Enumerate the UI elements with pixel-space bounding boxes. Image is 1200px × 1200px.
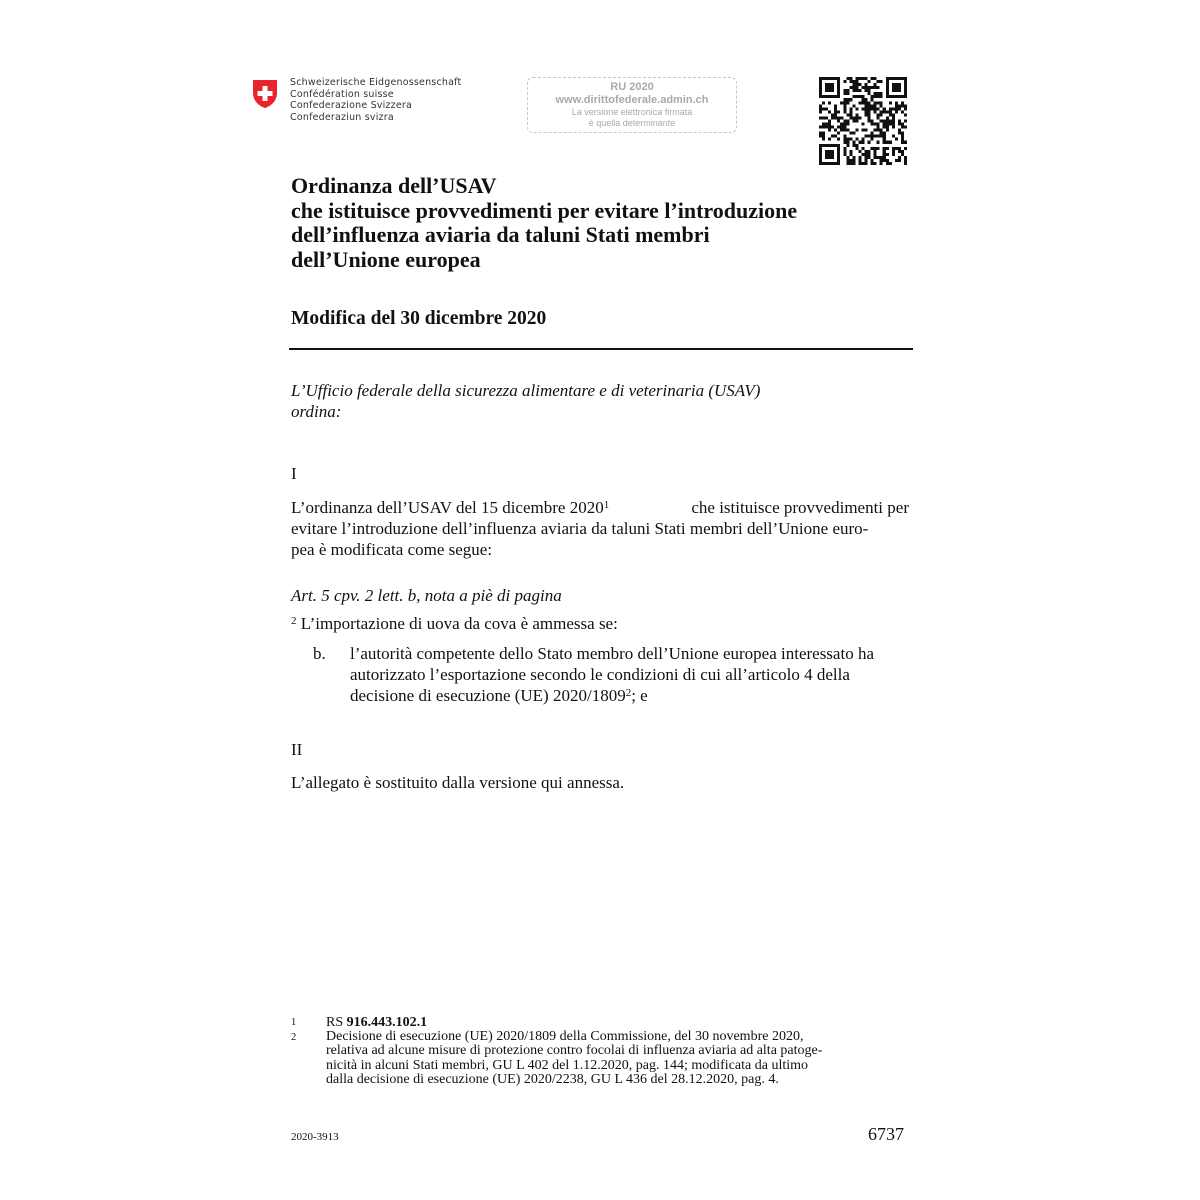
list-item bbox=[350, 643, 910, 706]
paragraph-line: pea è modificata come segue: bbox=[291, 540, 493, 559]
enacting-clause bbox=[291, 380, 760, 422]
qr-code-icon bbox=[819, 77, 907, 165]
document-code: 2020-3913 bbox=[291, 1131, 339, 1143]
footnote-ref[interactable]: 2 bbox=[625, 687, 632, 699]
document-title bbox=[291, 174, 797, 272]
section-paragraph: L’allegato è sostituito dalla versione qui annessa. bbox=[291, 773, 625, 792]
footnote-number: 2 bbox=[291, 1032, 297, 1043]
list-item-line: autorizzato l’esportazione secondo le condizioni di cui all’articolo 4 della bbox=[350, 665, 850, 684]
page-number: 6737 bbox=[868, 1124, 904, 1144]
text-run: che istituisce provvedimenti per bbox=[691, 498, 909, 517]
intro-line: L’Ufficio federale della sicurezza alimentare e di veterinaria (USAV) bbox=[291, 381, 761, 400]
list-item-label: b. bbox=[313, 644, 326, 663]
section-heading: II bbox=[291, 740, 303, 759]
title-line: dell’influenza aviaria da taluni Stati membri bbox=[291, 222, 710, 247]
federal-administration-logo-text bbox=[290, 77, 461, 123]
section-heading: I bbox=[291, 464, 297, 483]
footnote-line: Decisione di esecuzione (UE) 2020/1809 della Commissione, del 30 novembre 2020, bbox=[326, 1029, 804, 1044]
swiss-coat-of-arms-icon bbox=[252, 79, 278, 109]
divider bbox=[289, 348, 913, 350]
footnote-line: nicità in alcuni Stati membri, GU L 402 del 1.12.2020, pag. 144; modificata da ultimo bbox=[326, 1057, 809, 1073]
paragraph-number: 2 bbox=[291, 615, 297, 627]
amendment-date: Modifica del 30 dicembre 2020 bbox=[291, 308, 547, 329]
org-line: Schweizerische Eidgenossenschaft bbox=[290, 77, 462, 88]
stamp-line: è quella determinante bbox=[588, 117, 676, 128]
text-run: L’importazione di uova da cova è ammessa se: bbox=[296, 614, 618, 633]
title-line: Ordinanza dell’USAV bbox=[291, 173, 497, 198]
paragraph-line bbox=[291, 497, 909, 518]
footnote-ref[interactable]: 1 bbox=[603, 499, 610, 511]
footnote bbox=[326, 1030, 822, 1088]
stamp-line: La versione elettronica firmata bbox=[571, 107, 693, 117]
title-line: che istituisce provvedimenti per evitare l’introduzione bbox=[291, 197, 798, 223]
footnote-line: dalla decisione di esecuzione (UE) 2020/2238, GU L 436 del 28.12.2020, pag. 4. bbox=[326, 1072, 779, 1088]
org-line: Confederaziun svizra bbox=[290, 111, 394, 123]
section-paragraph bbox=[291, 497, 909, 560]
footnote-line: relativa ad alcune misure di protezione contro focolai di influenza aviaria ad alta patoge- bbox=[326, 1043, 823, 1059]
intro-line: ordina: bbox=[291, 402, 342, 421]
org-line: Confédération suisse bbox=[290, 88, 394, 100]
stamp-line: www.dirittofederale.admin.ch bbox=[555, 94, 709, 106]
rs-reference[interactable]: 916.443.102.1 bbox=[346, 1015, 428, 1030]
text-run: decisione di esecuzione (UE) 2020/1809 bbox=[350, 686, 626, 705]
article-reference: Art. 5 cpv. 2 lett. b, nota a piè di pagina bbox=[291, 586, 562, 605]
paragraph-line: evitare l’introduzione dell’influenza aviaria da taluni Stati membri dell’Unione euro- bbox=[291, 519, 869, 538]
text-run: L’ordinanza dell’USAV del 15 dicembre 2020 bbox=[291, 498, 604, 517]
text-run bbox=[291, 497, 609, 518]
stamp-line: RU 2020 bbox=[610, 81, 654, 93]
list-item-line bbox=[350, 685, 910, 706]
text-run: RS bbox=[326, 1015, 347, 1030]
list-item-line: l’autorità competente dello Stato membro dell’Unione europea interessato ha bbox=[350, 644, 874, 663]
title-line: dell’Unione europea bbox=[291, 246, 481, 272]
org-line: Confederazione Svizzera bbox=[290, 100, 413, 112]
electronic-signature-stamp bbox=[527, 77, 737, 133]
paragraph-text bbox=[291, 613, 618, 634]
text-run: ; e bbox=[631, 686, 648, 705]
footnote-number: 1 bbox=[291, 1017, 297, 1028]
